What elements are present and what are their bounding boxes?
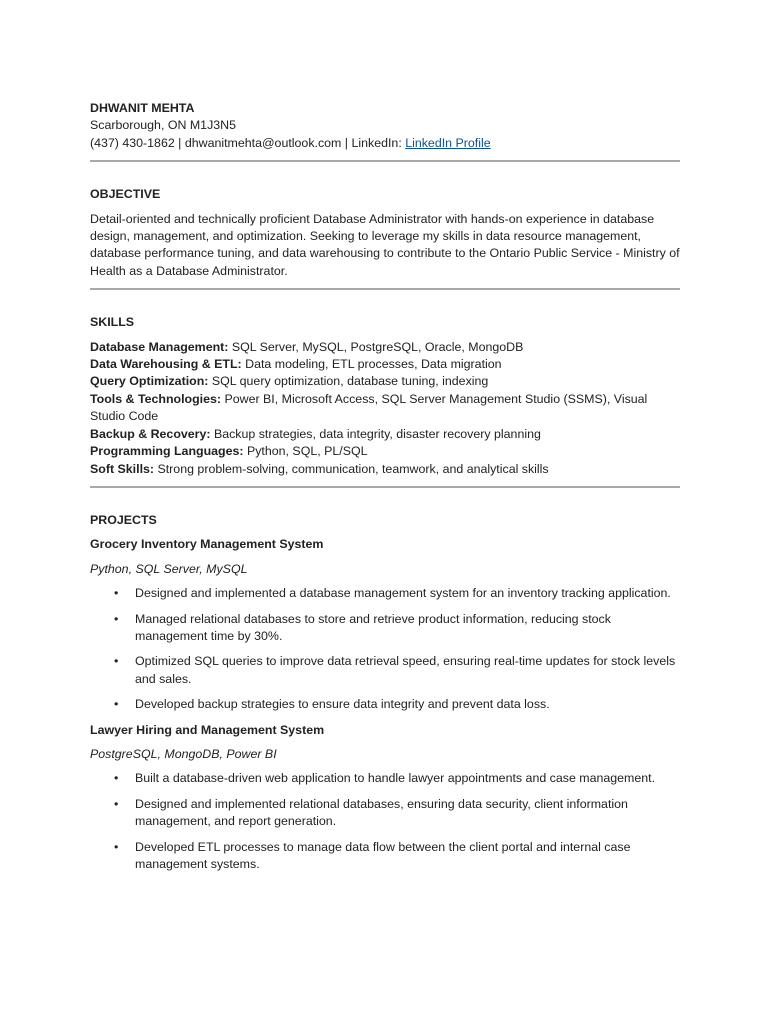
bullet-item: • Managed relational databases to store and retrieve product information, reducing stock management time by 30%. <box>135 611 680 646</box>
skill-value: SQL Server, MySQL, PostgreSQL, Oracle, MongoDB <box>228 339 524 354</box>
skills-list <box>90 339 680 478</box>
objective-text: Detail-oriented and technically proficient Database Administrator with hands-on experience in database design, management, and optimization. Seeking to leverage my skills in data resource management, database performance tuning, and data warehousing to contribute to the Ontario Public Service - Ministry of Health as a Database Administrator. <box>90 211 680 278</box>
skill-value: Backup strategies, data integrity, disaster recovery planning <box>210 426 541 441</box>
objective-section <box>90 186 680 280</box>
skill-item <box>90 373 680 390</box>
skill-label: Soft Skills: <box>90 461 155 476</box>
skill-item <box>90 391 680 426</box>
bullet-item: • Built a database-driven web application to handle lawyer appointments and case management. <box>135 770 680 787</box>
project-title: Lawyer Hiring and Management System <box>90 722 325 737</box>
skill-label: Data Warehousing & ETL: <box>90 357 242 372</box>
skill-value: Power BI, Microsoft Access, SQL Server Management Studio (SSMS), Visual Studio Code <box>90 391 648 424</box>
skill-label: Tools & Technologies: <box>90 391 222 406</box>
section-heading-projects: PROJECTS <box>90 512 157 527</box>
candidate-name: DHWANIT MEHTA <box>90 101 195 115</box>
skill-value: Strong problem-solving, communication, teamwork, and analytical skills <box>154 461 549 476</box>
project-title: Grocery Inventory Management System <box>90 537 324 552</box>
skill-value: Python, SQL, PL/SQL <box>243 444 368 459</box>
linkedin-link[interactable]: LinkedIn Profile <box>405 135 491 150</box>
contact-line <box>90 135 680 152</box>
divider <box>90 288 680 290</box>
skill-value: Data modeling, ETL processes, Data migration <box>241 357 502 372</box>
project-tech: PostgreSQL, MongoDB, Power BI <box>90 746 277 761</box>
project-item <box>90 536 680 713</box>
bullet-item: • Designed and implemented a database management system for an inventory tracking application. <box>135 585 680 602</box>
divider <box>90 160 680 162</box>
skill-item <box>90 443 680 460</box>
bullet-item: • Optimized SQL queries to improve data retrieval speed, ensuring real-time updates for stock levels and sales. <box>135 653 680 688</box>
skill-item <box>90 461 680 478</box>
contact-info: (437) 430-1862 | dhwanitmehta@outlook.com | LinkedIn: <box>90 135 406 150</box>
bullet-item: • Developed ETL processes to manage data flow between the client portal and internal case management systems. <box>135 839 680 874</box>
skill-item <box>90 356 680 373</box>
project-bullets <box>90 585 680 713</box>
section-heading-objective: OBJECTIVE <box>90 187 161 202</box>
skill-label: Programming Languages: <box>90 444 244 459</box>
skill-item <box>90 426 680 443</box>
skill-label: Database Management: <box>90 339 229 354</box>
skill-label: Query Optimization: <box>90 374 209 389</box>
skills-section <box>90 314 680 478</box>
skill-label: Backup & Recovery: <box>90 426 211 441</box>
bullet-item: • Developed backup strategies to ensure data integrity and prevent data loss. <box>135 696 680 713</box>
project-tech: Python, SQL Server, MySQL <box>90 561 248 576</box>
header-section <box>90 100 680 152</box>
projects-section <box>90 512 680 874</box>
skill-item <box>90 339 680 356</box>
section-heading-skills: SKILLS <box>90 315 135 330</box>
address: Scarborough, ON M1J3N5 <box>90 118 237 133</box>
resume-content <box>90 100 680 881</box>
bullet-item: • Designed and implemented relational databases, ensuring data security, client information management, and report generation. <box>135 796 680 831</box>
divider <box>90 486 680 488</box>
project-item <box>90 722 680 874</box>
skill-value: SQL query optimization, database tuning, indexing <box>208 374 489 389</box>
project-bullets <box>90 770 680 873</box>
